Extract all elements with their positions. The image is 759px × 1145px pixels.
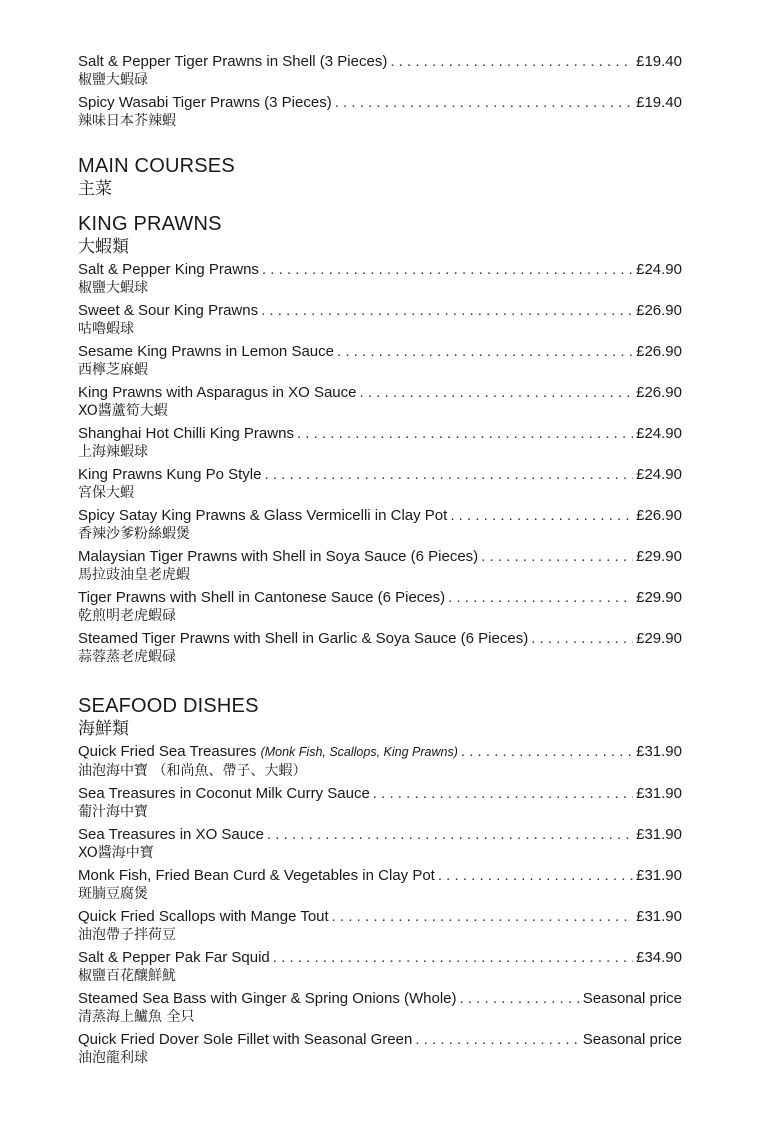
item-chinese-name: 咕嚕蝦球 xyxy=(78,321,134,337)
leader-dots xyxy=(460,989,580,1008)
leader-dots xyxy=(373,784,633,803)
item-price: £31.90 xyxy=(636,908,682,925)
menu-item xyxy=(78,866,682,903)
item-name: King Prawns with Asparagus in XO Sauce xyxy=(78,384,357,401)
leader-dots xyxy=(450,506,633,525)
item-name: Monk Fish, Fried Bean Curd & Vegetables in Clay Pot xyxy=(78,867,435,884)
item-price: £29.90 xyxy=(636,589,682,606)
section-title: MAIN COURSES xyxy=(78,155,235,177)
menu-item xyxy=(78,1030,682,1067)
item-price: £31.90 xyxy=(636,785,682,802)
section-title: SEAFOOD DISHES xyxy=(78,695,259,717)
leader-dots xyxy=(448,588,633,607)
item-chinese-name: XO醬蘆筍大蝦 xyxy=(78,403,168,419)
item-price: £26.90 xyxy=(636,507,682,524)
item-price: £24.90 xyxy=(636,425,682,442)
menu-item xyxy=(78,742,682,780)
item-name: Salt & Pepper Tiger Prawns in Shell (3 Pieces) xyxy=(78,53,388,70)
item-chinese-name: 油泡海中寶 （和尚魚、帶子、大蝦） xyxy=(78,763,307,779)
menu-item xyxy=(78,629,682,666)
item-name: Salt & Pepper Pak Far Squid xyxy=(78,949,270,966)
item-name-text: Quick Fried Sea Treasures xyxy=(78,743,257,760)
menu-item xyxy=(78,989,682,1026)
item-price: £31.90 xyxy=(636,743,682,760)
menu-item xyxy=(78,93,682,130)
item-chinese-name: 乾煎明老虎蝦碌 xyxy=(78,608,176,624)
leader-dots xyxy=(415,1030,579,1049)
item-chinese-name: 椒鹽大蝦碌 xyxy=(78,72,148,88)
item-chinese-name: XO醬海中寶 xyxy=(78,845,154,861)
item-price: £19.40 xyxy=(636,53,682,70)
leader-dots xyxy=(359,383,633,402)
menu-item xyxy=(78,301,682,338)
item-chinese-name: 上海辣蝦球 xyxy=(78,444,148,460)
item-chinese-name: 宮保大蝦 xyxy=(78,485,134,501)
item-name: Malaysian Tiger Prawns with Shell in Soya Sauce (6 Pieces) xyxy=(78,548,479,565)
section-title: KING PRAWNS xyxy=(78,213,222,235)
menu-page xyxy=(78,52,682,1071)
item-price: £26.90 xyxy=(636,343,682,360)
leader-dots xyxy=(297,424,633,443)
item-name: King Prawns Kung Po Style xyxy=(78,466,262,483)
menu-item xyxy=(78,506,682,543)
top-items xyxy=(78,52,682,130)
leader-dots xyxy=(267,825,633,844)
king-prawns-section xyxy=(78,212,682,666)
item-chinese-name: 香辣沙爹粉絲蝦煲 xyxy=(78,526,190,542)
leader-dots xyxy=(531,629,633,648)
menu-item xyxy=(78,825,682,862)
item-chinese-name: 油泡龍利球 xyxy=(78,1050,148,1066)
menu-item xyxy=(78,52,682,89)
menu-item xyxy=(78,907,682,944)
seafood-section xyxy=(78,694,682,1067)
item-price: Seasonal price xyxy=(582,990,682,1007)
item-name: Quick Fried Dover Sole Fillet with Seasonal Green xyxy=(78,1031,413,1048)
leader-dots xyxy=(337,342,633,361)
leader-dots xyxy=(438,866,633,885)
section-chinese-title: 大蝦類 xyxy=(78,237,129,257)
item-chinese-name: 椒鹽大蝦球 xyxy=(78,280,148,296)
leader-dots xyxy=(261,301,633,320)
menu-item xyxy=(78,383,682,420)
item-price: £24.90 xyxy=(636,466,682,483)
menu-item xyxy=(78,342,682,379)
item-name: Steamed Tiger Prawns with Shell in Garlic & Soya Sauce (6 Pieces) xyxy=(78,630,529,647)
menu-item xyxy=(78,588,682,625)
item-chinese-name: 油泡帶子拌荷豆 xyxy=(78,927,176,943)
leader-dots xyxy=(481,547,633,566)
section-chinese-title: 主菜 xyxy=(78,179,112,199)
leader-dots xyxy=(262,260,633,279)
item-price: £24.90 xyxy=(636,261,682,278)
item-chinese-name: 西檸芝麻蝦 xyxy=(78,362,148,378)
leader-dots xyxy=(332,907,633,926)
leader-dots xyxy=(273,948,633,967)
item-price: £19.40 xyxy=(636,94,682,111)
leader-dots xyxy=(335,93,633,112)
item-price: £26.90 xyxy=(636,302,682,319)
menu-item xyxy=(78,547,682,584)
item-name: Sesame King Prawns in Lemon Sauce xyxy=(78,343,334,360)
menu-item xyxy=(78,260,682,297)
section-chinese-title: 海鮮類 xyxy=(78,719,129,739)
item-chinese-name: 斑腩豆腐煲 xyxy=(78,886,148,902)
item-name: Sea Treasures in XO Sauce xyxy=(78,826,264,843)
item-name: Spicy Satay King Prawns & Glass Vermicelli in Clay Pot xyxy=(78,507,448,524)
item-chinese-name: 葡汁海中寶 xyxy=(78,804,148,820)
item-chinese-name: 蒜蓉蒸老虎蝦碌 xyxy=(78,649,176,665)
item-chinese-name: 清蒸海上鱸魚 全只 xyxy=(78,1009,195,1025)
leader-dots xyxy=(461,742,633,761)
menu-item xyxy=(78,424,682,461)
item-chinese-name: 椒鹽百花釀鮮魷 xyxy=(78,968,176,984)
item-price: £26.90 xyxy=(636,384,682,401)
item-note: (Monk Fish, Scallops, King Prawns) xyxy=(260,745,458,759)
item-name: Shanghai Hot Chilli King Prawns xyxy=(78,425,294,442)
item-price: £31.90 xyxy=(636,826,682,843)
menu-item xyxy=(78,784,682,821)
item-name: Steamed Sea Bass with Ginger & Spring Onions (Whole) xyxy=(78,990,457,1007)
menu-item xyxy=(78,465,682,502)
item-chinese-name: 馬拉豉油皇老虎蝦 xyxy=(78,567,190,583)
item-name: Quick Fried Scallops with Mange Tout xyxy=(78,908,329,925)
item-price: £31.90 xyxy=(636,867,682,884)
leader-dots xyxy=(390,52,633,71)
item-name: Sweet & Sour King Prawns xyxy=(78,302,259,319)
item-name: Tiger Prawns with Shell in Cantonese Sauce (6 Pieces) xyxy=(78,589,446,606)
item-name: Spicy Wasabi Tiger Prawns (3 Pieces) xyxy=(78,94,332,111)
item-name: Salt & Pepper King Prawns xyxy=(78,261,259,278)
main-courses-heading xyxy=(78,154,682,200)
item-price: Seasonal price xyxy=(582,1031,682,1048)
item-price: £29.90 xyxy=(636,548,682,565)
item-name: Sea Treasures in Coconut Milk Curry Sauce xyxy=(78,785,370,802)
item-price: £29.90 xyxy=(636,630,682,647)
leader-dots xyxy=(264,465,633,484)
item-name xyxy=(78,742,458,762)
item-price: £34.90 xyxy=(636,949,682,966)
item-chinese-name: 辣味日本芥辣蝦 xyxy=(78,113,176,129)
menu-item xyxy=(78,948,682,985)
